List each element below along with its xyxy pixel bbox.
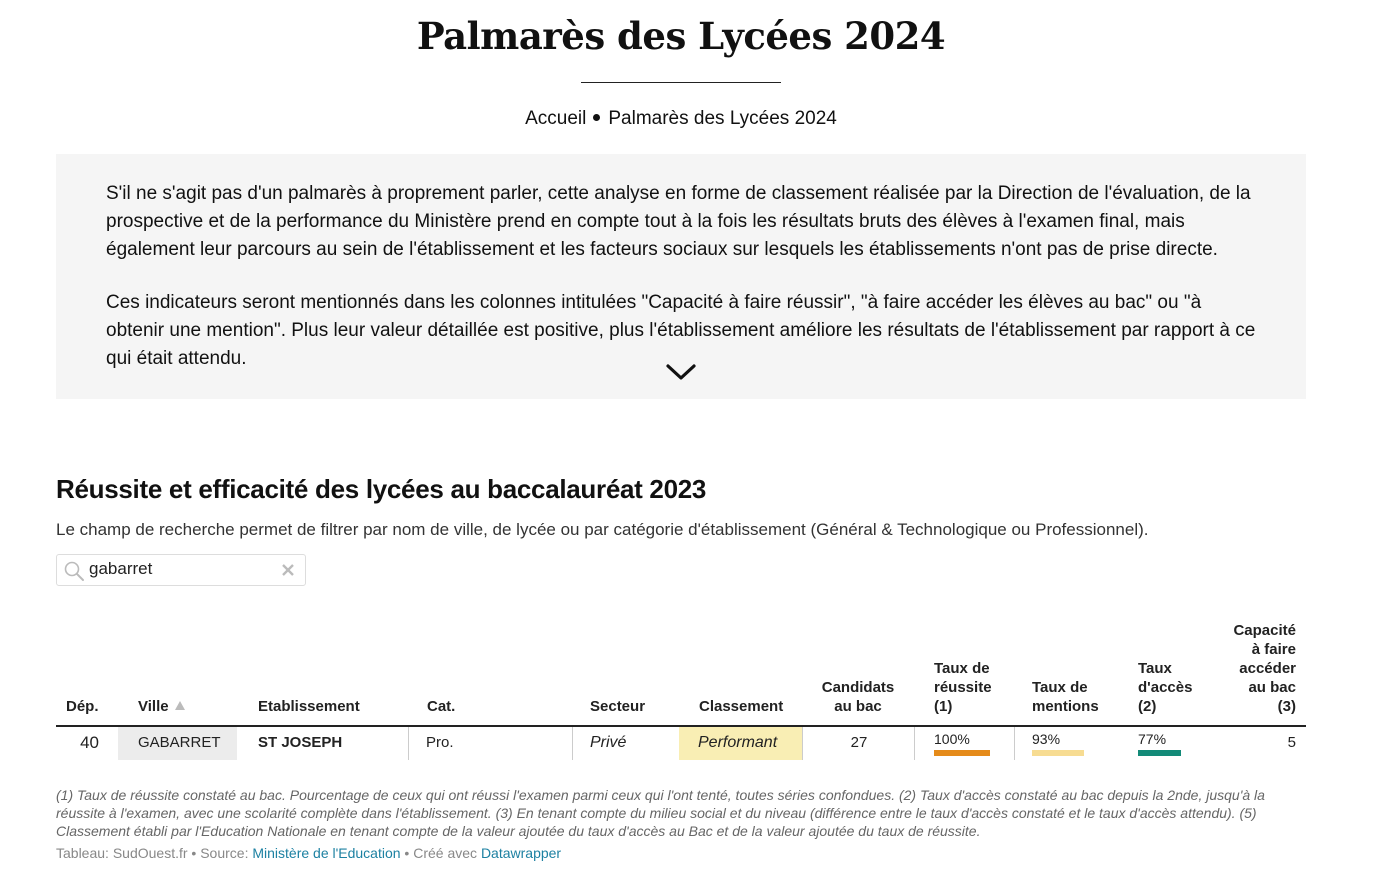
cell-secteur: Privé (590, 734, 627, 751)
mentions-bar (1032, 750, 1084, 756)
cell-reussite (934, 727, 1015, 760)
cell-acces-label: 77% (1138, 731, 1167, 747)
cell-mentions-label: 93% (1032, 731, 1061, 747)
intro-text (106, 180, 1256, 369)
column-header-line: (2) (1138, 698, 1157, 715)
chevron-down-icon (664, 360, 698, 388)
reussite-bar-track (934, 750, 990, 756)
column-header-mentions[interactable] (1032, 678, 1099, 716)
column-header-reussite[interactable] (934, 659, 992, 716)
cell-ville: GABARRET (118, 727, 237, 760)
search-box (56, 554, 306, 586)
column-header-line: Capacité (1233, 622, 1296, 639)
column-header-secteur[interactable]: Secteur (590, 698, 646, 715)
column-header-line: accéder (1239, 660, 1296, 677)
column-header-line: mentions (1032, 698, 1099, 715)
cell-acces (1138, 727, 1198, 760)
column-header-line: réussite (934, 679, 992, 696)
column-header-line: au bac (834, 698, 882, 715)
title-divider (581, 82, 781, 83)
table-title: Réussite et efficacité des lycées au baccalauréat 2023 (56, 474, 707, 504)
column-header-line: (3) (1277, 698, 1296, 715)
intro-paragraph-1: S'il ne s'agit pas d'un palmarès à proprement parler, cette analyse en forme de classement réalisée par la Direction de l'évaluation, de la prospective et de la performance du Ministère prend en compte tout à la fois les résultats bruts des élèves à l'examen final, mais également leur parcours au sein de l'établissement et les facteurs sociaux sur lesquels les établissements n'ont pas de prise directe. (106, 183, 1251, 260)
column-header-line: Taux de (934, 660, 990, 677)
intro-paragraph-2: Ces indicateurs seront mentionnés dans les colonnes intitulées "Capacité à faire réussir", "à faire accéder les élèves au bac" ou "à obtenir une mention". Plus leur valeur détaillée est positive, plus l'établissement améliore les résultats de l'établissement par rapport à ce qui était attendu. (106, 292, 1256, 369)
column-header-line: d'accès (1138, 679, 1193, 696)
column-header-line: au bac (1248, 679, 1296, 696)
cell-dep: 40 (80, 733, 99, 752)
mentions-bar-track (1032, 750, 1088, 756)
breadcrumb (0, 108, 1362, 130)
search-input[interactable] (89, 559, 274, 579)
datawrapper-link[interactable]: Datawrapper (480, 845, 562, 861)
column-header-dep[interactable]: Dép. (66, 698, 99, 715)
column-header-ville[interactable] (138, 697, 185, 716)
column-header-cat[interactable]: Cat. (427, 698, 456, 715)
table-description: Le champ de recherche permet de filtrer par nom de ville, de lycée ou par catégorie d'établissement (Général & Technologique ou Professionnel). (56, 520, 1149, 539)
cell-mentions (1032, 727, 1112, 760)
cell-reussite-label: 100% (934, 731, 970, 747)
breadcrumb-home-link[interactable]: Accueil (525, 108, 587, 129)
cell-etablissement: ST JOSEPH (258, 727, 409, 760)
column-header-capacite[interactable] (1206, 621, 1296, 716)
cell-candidats: 27 (804, 727, 915, 760)
column-header-line: à faire (1251, 641, 1296, 658)
acces-bar-track (1138, 750, 1194, 756)
sort-ascending-icon (175, 701, 185, 710)
search-icon (63, 560, 85, 582)
column-header-etablissement[interactable]: Etablissement (258, 698, 360, 715)
source-link[interactable]: Ministère de l'Education (252, 845, 401, 861)
breadcrumb-current: Palmarès des Lycées 2024 (608, 108, 837, 129)
reussite-bar (934, 750, 990, 756)
table-footnote: (1) Taux de réussite constaté au bac. Pourcentage de ceux qui ont réussi l'examen parmi ceux qui l'ont tenté, toutes séries confondues. (2) Taux d'accès constaté au bac depuis la 2nde, jusqu'à la réussite à l'examen, avec une scolarité complète dans l'établissement. (3) En tenant compte du milieu social et du niveau (différence entre le taux d'accès constaté et le taux d'accès attendu). (5) Classement établi par l'Education Nationale en tenant compte de la valeur ajoutée du taux d'accès au Bac et de la valeur ajoutée du taux de réussite. (56, 787, 1265, 839)
breadcrumb-separator (593, 114, 600, 121)
expand-intro-button[interactable] (664, 360, 698, 388)
clear-icon[interactable] (281, 563, 295, 577)
page-title: Palmarès des Lycées 2024 (416, 14, 946, 58)
intro-box (56, 154, 1306, 399)
column-header-line: Taux de (1032, 679, 1088, 696)
column-header-classement[interactable]: Classement (699, 698, 784, 715)
table-credits (56, 845, 561, 861)
cell-cat: Pro. (426, 727, 573, 760)
cell-classement: Performant (679, 727, 803, 760)
column-header-line: Candidats (821, 679, 895, 696)
cell-capacite: 5 (1287, 734, 1296, 751)
column-header-ville-label: Ville (138, 698, 169, 715)
credits-middle: • Créé avec (400, 845, 481, 861)
column-header-candidats[interactable] (810, 678, 906, 716)
column-header-line: (1) (934, 698, 953, 715)
column-header-acces[interactable] (1138, 659, 1192, 716)
acces-bar (1138, 750, 1181, 756)
column-header-line: Taux (1138, 660, 1172, 677)
credits-prefix: Tableau: SudOuest.fr • Source: (56, 845, 253, 861)
